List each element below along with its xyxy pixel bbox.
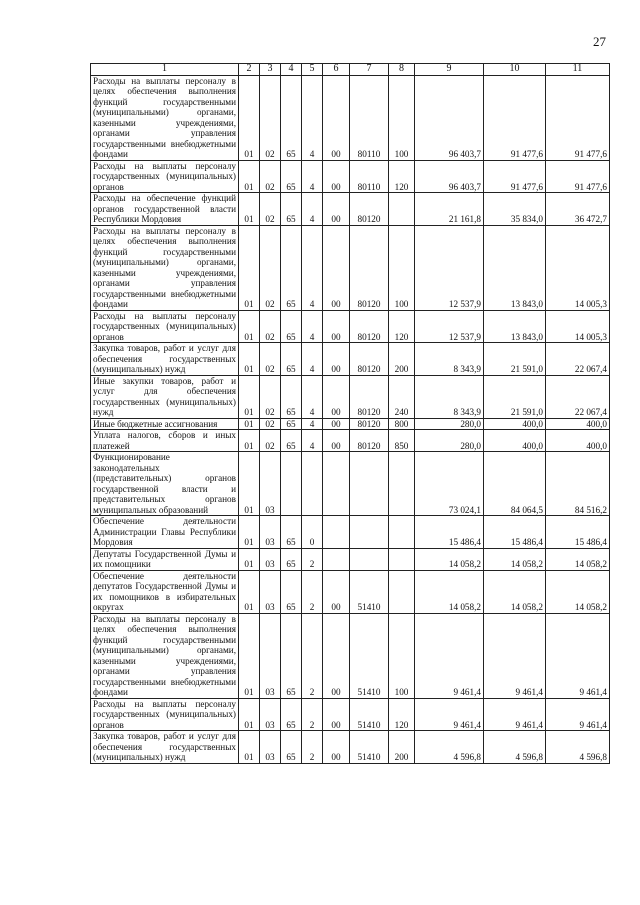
cell-col4: 65	[281, 375, 302, 418]
cell-col8: 100	[389, 613, 415, 698]
cell-col4: 65	[281, 418, 302, 430]
table-row	[91, 731, 610, 764]
cell-col5: 4	[302, 225, 323, 310]
page-number: 27	[593, 34, 606, 49]
column-header: 6	[323, 64, 350, 76]
cell-amount-col10: 15 486,4	[484, 516, 546, 549]
row-name: Расходы на выплаты персоналу в целях обеспечения выполнения функций государственными (муниципальными) органами, казенными учреждениями, органами управления государственными внебюджетными фондами	[91, 613, 239, 698]
cell-col4: 65	[281, 75, 302, 160]
cell-col2: 01	[239, 452, 260, 516]
cell-col7: 51410	[350, 698, 389, 731]
cell-col7: 80110	[350, 160, 389, 193]
table-row	[91, 225, 610, 310]
cell-col7: 80110	[350, 75, 389, 160]
cell-col8	[389, 516, 415, 549]
cell-col5: 4	[302, 75, 323, 160]
cell-col3: 02	[260, 160, 281, 193]
table-header-row	[91, 64, 610, 76]
cell-col4: 65	[281, 613, 302, 698]
cell-amount-col10: 21 591,0	[484, 375, 546, 418]
cell-col4	[281, 452, 302, 516]
cell-amount-col9: 14 058,2	[415, 570, 484, 613]
cell-amount-col10: 35 834,0	[484, 193, 546, 226]
cell-col4: 65	[281, 516, 302, 549]
column-header: 1	[91, 64, 239, 76]
cell-amount-col9: 280,0	[415, 418, 484, 430]
table-row	[91, 310, 610, 343]
cell-col6: 00	[323, 310, 350, 343]
budget-table	[90, 63, 610, 764]
cell-col3: 02	[260, 75, 281, 160]
table-row	[91, 418, 610, 430]
cell-col5: 2	[302, 698, 323, 731]
cell-amount-col11: 14 005,3	[546, 310, 610, 343]
cell-amount-col9: 9 461,4	[415, 698, 484, 731]
column-header: 7	[350, 64, 389, 76]
cell-col4: 65	[281, 193, 302, 226]
cell-col6: 00	[323, 375, 350, 418]
cell-amount-col10: 9 461,4	[484, 698, 546, 731]
cell-amount-col9: 15 486,4	[415, 516, 484, 549]
cell-col5: 4	[302, 430, 323, 452]
cell-amount-col9: 73 024,1	[415, 452, 484, 516]
cell-col8	[389, 570, 415, 613]
cell-col7: 80120	[350, 343, 389, 376]
cell-col5: 0	[302, 516, 323, 549]
cell-amount-col10: 91 477,6	[484, 75, 546, 160]
cell-col5: 2	[302, 613, 323, 698]
row-name: Расходы на выплаты персоналу государственных (муниципальных) органов	[91, 160, 239, 193]
cell-amount-col10: 4 596,8	[484, 731, 546, 764]
cell-col3: 02	[260, 343, 281, 376]
cell-amount-col9: 14 058,2	[415, 548, 484, 570]
cell-col2: 01	[239, 731, 260, 764]
row-name: Обеспечение деятельности депутатов Государственной Думы и их помощников в избирательных округах	[91, 570, 239, 613]
cell-col8: 100	[389, 225, 415, 310]
cell-col3: 02	[260, 430, 281, 452]
cell-col4: 65	[281, 160, 302, 193]
cell-amount-col10: 84 064,5	[484, 452, 546, 516]
cell-col3: 03	[260, 698, 281, 731]
row-name: Функционирование законодательных (представительных) органов государственной власти и представительных органов муниципальных образований	[91, 452, 239, 516]
cell-col8: 200	[389, 731, 415, 764]
cell-col6: 00	[323, 570, 350, 613]
cell-amount-col11: 14 005,3	[546, 225, 610, 310]
cell-col2: 01	[239, 698, 260, 731]
cell-col8: 120	[389, 698, 415, 731]
cell-col6	[323, 452, 350, 516]
row-name: Обеспечение деятельности Администрации Главы Республики Мордовия	[91, 516, 239, 549]
row-name: Иные бюджетные ассигнования	[91, 418, 239, 430]
cell-col2: 01	[239, 193, 260, 226]
cell-col3: 03	[260, 516, 281, 549]
row-name: Расходы на выплаты персоналу государственных (муниципальных) органов	[91, 310, 239, 343]
row-name: Депутаты Государственной Думы и их помощники	[91, 548, 239, 570]
cell-amount-col11: 22 067,4	[546, 375, 610, 418]
cell-col4: 65	[281, 430, 302, 452]
table-row	[91, 570, 610, 613]
table-row	[91, 452, 610, 516]
cell-col6: 00	[323, 225, 350, 310]
cell-col7: 80120	[350, 193, 389, 226]
cell-col4: 65	[281, 548, 302, 570]
cell-amount-col10: 400,0	[484, 430, 546, 452]
cell-col8: 120	[389, 310, 415, 343]
cell-amount-col11: 15 486,4	[546, 516, 610, 549]
cell-col3: 03	[260, 548, 281, 570]
cell-col2: 01	[239, 343, 260, 376]
cell-col6	[323, 516, 350, 549]
cell-col8: 800	[389, 418, 415, 430]
cell-amount-col11: 14 058,2	[546, 570, 610, 613]
cell-amount-col10: 13 843,0	[484, 310, 546, 343]
cell-amount-col11: 91 477,6	[546, 75, 610, 160]
cell-amount-col11: 4 596,8	[546, 731, 610, 764]
cell-col6: 00	[323, 613, 350, 698]
cell-amount-col11: 400,0	[546, 430, 610, 452]
cell-col4: 65	[281, 343, 302, 376]
cell-col3: 02	[260, 375, 281, 418]
column-header: 5	[302, 64, 323, 76]
cell-col7: 80120	[350, 225, 389, 310]
cell-amount-col9: 8 343,9	[415, 375, 484, 418]
cell-col6: 00	[323, 418, 350, 430]
cell-amount-col9: 4 596,8	[415, 731, 484, 764]
cell-col6: 00	[323, 160, 350, 193]
cell-col3: 02	[260, 310, 281, 343]
cell-amount-col10: 9 461,4	[484, 613, 546, 698]
row-name: Закупка товаров, работ и услуг для обеспечения государственных (муниципальных) нужд	[91, 343, 239, 376]
cell-col2: 01	[239, 613, 260, 698]
cell-col8: 850	[389, 430, 415, 452]
cell-col7: 80120	[350, 375, 389, 418]
row-name: Расходы на обеспечение функций органов государственной власти Республики Мордовия	[91, 193, 239, 226]
cell-amount-col10: 14 058,2	[484, 548, 546, 570]
cell-col5: 4	[302, 310, 323, 343]
cell-col2: 01	[239, 570, 260, 613]
column-header: 9	[415, 64, 484, 76]
cell-col7: 80120	[350, 418, 389, 430]
cell-col7	[350, 516, 389, 549]
cell-amount-col9: 12 537,9	[415, 225, 484, 310]
cell-col7: 80120	[350, 310, 389, 343]
cell-amount-col10: 400,0	[484, 418, 546, 430]
table-row	[91, 375, 610, 418]
cell-col7: 51410	[350, 570, 389, 613]
cell-col2: 01	[239, 430, 260, 452]
column-header: 11	[546, 64, 610, 76]
cell-col7: 80120	[350, 430, 389, 452]
cell-col4: 65	[281, 225, 302, 310]
cell-col5: 4	[302, 160, 323, 193]
row-name: Закупка товаров, работ и услуг для обеспечения государственных (муниципальных) нужд	[91, 731, 239, 764]
cell-col6: 00	[323, 430, 350, 452]
table-row	[91, 613, 610, 698]
column-header: 2	[239, 64, 260, 76]
cell-col8	[389, 452, 415, 516]
cell-col2: 01	[239, 548, 260, 570]
row-name: Уплата налогов, сборов и иных платежей	[91, 430, 239, 452]
column-header: 10	[484, 64, 546, 76]
cell-col5: 4	[302, 193, 323, 226]
row-name: Расходы на выплаты персоналу государственных (муниципальных) органов	[91, 698, 239, 731]
cell-col8: 100	[389, 75, 415, 160]
cell-amount-col11: 9 461,4	[546, 698, 610, 731]
table-row	[91, 548, 610, 570]
row-name: Расходы на выплаты персоналу в целях обеспечения выполнения функций государственными (муниципальными) органами, казенными учреждениями, органами управления государственными внебюджетными фондами	[91, 225, 239, 310]
cell-amount-col10: 21 591,0	[484, 343, 546, 376]
cell-amount-col9: 96 403,7	[415, 160, 484, 193]
cell-amount-col10: 13 843,0	[484, 225, 546, 310]
cell-col5: 4	[302, 375, 323, 418]
cell-col2: 01	[239, 516, 260, 549]
cell-col8: 240	[389, 375, 415, 418]
cell-amount-col11: 84 516,2	[546, 452, 610, 516]
cell-col7: 51410	[350, 613, 389, 698]
cell-col6	[323, 548, 350, 570]
cell-col6: 00	[323, 193, 350, 226]
cell-col4: 65	[281, 698, 302, 731]
table-row	[91, 160, 610, 193]
cell-col3: 03	[260, 570, 281, 613]
cell-col8	[389, 548, 415, 570]
cell-amount-col11: 14 058,2	[546, 548, 610, 570]
cell-col2: 01	[239, 75, 260, 160]
cell-col3: 03	[260, 452, 281, 516]
table-row	[91, 343, 610, 376]
row-name: Иные закупки товаров, работ и услуг для обеспечения государственных (муниципальных) нужд	[91, 375, 239, 418]
cell-amount-col11: 91 477,6	[546, 160, 610, 193]
table-row	[91, 193, 610, 226]
table-row	[91, 430, 610, 452]
cell-amount-col9: 12 537,9	[415, 310, 484, 343]
cell-amount-col11: 36 472,7	[546, 193, 610, 226]
cell-col5: 2	[302, 731, 323, 764]
cell-col3: 02	[260, 225, 281, 310]
cell-col6: 00	[323, 731, 350, 764]
cell-col7	[350, 452, 389, 516]
cell-amount-col9: 96 403,7	[415, 75, 484, 160]
cell-col7	[350, 548, 389, 570]
table-row	[91, 516, 610, 549]
cell-col6: 00	[323, 698, 350, 731]
cell-col3: 02	[260, 193, 281, 226]
cell-amount-col9: 8 343,9	[415, 343, 484, 376]
cell-col3: 03	[260, 613, 281, 698]
column-header: 8	[389, 64, 415, 76]
cell-col2: 01	[239, 418, 260, 430]
cell-col8: 120	[389, 160, 415, 193]
cell-col5: 4	[302, 343, 323, 376]
cell-amount-col11: 400,0	[546, 418, 610, 430]
cell-col3: 02	[260, 418, 281, 430]
cell-amount-col9: 21 161,8	[415, 193, 484, 226]
cell-col7: 51410	[350, 731, 389, 764]
cell-col8	[389, 193, 415, 226]
cell-col2: 01	[239, 225, 260, 310]
cell-col4: 65	[281, 731, 302, 764]
cell-col8: 200	[389, 343, 415, 376]
cell-col6: 00	[323, 343, 350, 376]
cell-amount-col9: 280,0	[415, 430, 484, 452]
cell-col2: 01	[239, 375, 260, 418]
cell-col4: 65	[281, 310, 302, 343]
cell-col3: 03	[260, 731, 281, 764]
column-header: 3	[260, 64, 281, 76]
cell-col2: 01	[239, 160, 260, 193]
cell-col6: 00	[323, 75, 350, 160]
cell-amount-col11: 9 461,4	[546, 613, 610, 698]
cell-col4: 65	[281, 570, 302, 613]
cell-amount-col10: 91 477,6	[484, 160, 546, 193]
table-row	[91, 75, 610, 160]
cell-col5: 2	[302, 570, 323, 613]
row-name: Расходы на выплаты персоналу в целях обеспечения выполнения функций государственными (муниципальными) органами, казенными учреждениями, органами управления государственными внебюджетными фондами	[91, 75, 239, 160]
cell-col5	[302, 452, 323, 516]
cell-amount-col9: 9 461,4	[415, 613, 484, 698]
cell-col5: 4	[302, 418, 323, 430]
table-row	[91, 698, 610, 731]
cell-amount-col11: 22 067,4	[546, 343, 610, 376]
cell-amount-col10: 14 058,2	[484, 570, 546, 613]
column-header: 4	[281, 64, 302, 76]
cell-col5: 2	[302, 548, 323, 570]
cell-col2: 01	[239, 310, 260, 343]
